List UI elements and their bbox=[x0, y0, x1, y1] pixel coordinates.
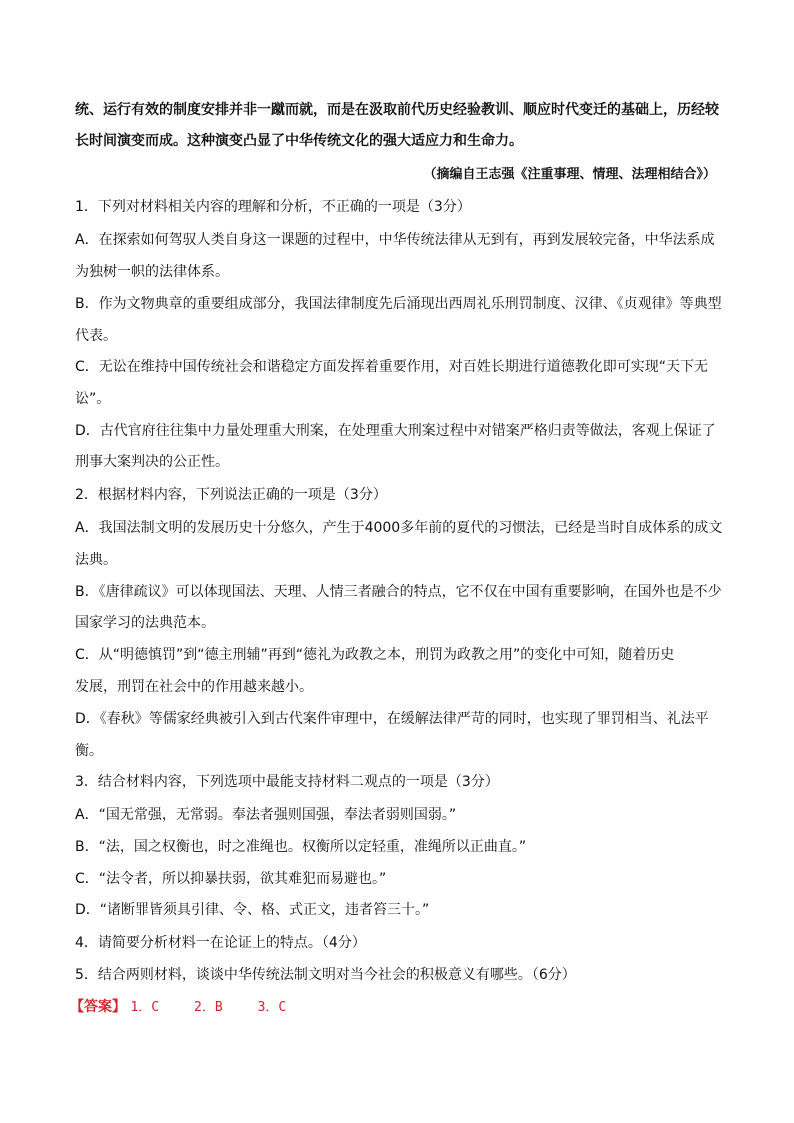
q1-option-a: A．在探索如何驾驭人类自身这一课题的过程中，中华传统法律从无到有，再到发展较完备，中华法系成 bbox=[75, 232, 715, 248]
question-2-stem: 2．根据材料内容，下列说法正确的一项是（3分） bbox=[75, 487, 387, 503]
q3-option-a: A．“国无常强，无常弱。奉法者强则国强，奉法者弱则国弱。” bbox=[75, 807, 457, 823]
answer-2: 2．B bbox=[194, 1000, 223, 1015]
answer-line bbox=[70, 997, 286, 1018]
q2-option-d: D．《春秋》等儒家经典被引入到古代案件审理中，在缓解法律严苛的同时，也实现了罪罚相当、礼法平 bbox=[75, 711, 709, 727]
q2-option-d-cont: 衡。 bbox=[75, 743, 103, 759]
passage-source: （摘编自王志强《注重事理、情理、法理相结合》） bbox=[423, 167, 716, 182]
q3-option-c: C．“法令者，所以抑暴扶弱，欲其难犯而易避也。” bbox=[75, 871, 387, 887]
q2-option-b-cont: 国家学习的法典范本。 bbox=[75, 615, 215, 631]
q2-option-c-cont: 发展，刑罚在社会中的作用越来越小。 bbox=[75, 679, 313, 695]
question-5-stem: 5．结合两则材料，谈谈中华传统法制文明对当今社会的积极意义有哪些。（6分） bbox=[75, 967, 576, 983]
passage-line: 统、运行有效的制度安排并非一蹴而就，而是在汲取前代历史经验教训、顺应时代变迁的基础上，历经较 bbox=[75, 102, 719, 118]
q1-option-d: D．古代官府往往集中力量处理重大刑案，在处理重大刑案过程中对错案严格归责等做法，客观上保证了 bbox=[75, 423, 716, 439]
answer-1: 1．C bbox=[130, 1000, 160, 1015]
q3-option-d: D．“诸断罪皆须具引律、令、格、式正文，违者笞三十。” bbox=[75, 902, 430, 918]
answer-3: 3．C bbox=[257, 1000, 287, 1015]
question-1-stem: 1．下列对材料相关内容的理解和分析，不正确的一项是（3分） bbox=[75, 199, 471, 215]
q1-option-b: B．作为文物典章的重要组成部分，我国法律制度先后涌现出西周礼乐刑罚制度、汉律、《贞观律》等典型 bbox=[75, 296, 722, 312]
q2-option-c: C．从“明德慎罚”到“德主刑辅”再到“德礼为政教之本，刑罚为政教之用”的变化中可知，随着历史 bbox=[75, 647, 675, 663]
q1-option-c-cont: 讼”。 bbox=[75, 391, 111, 407]
q3-option-b: B．“法，国之权衡也，时之准绳也。权衡所以定轻重，准绳所以正曲直。” bbox=[75, 839, 527, 855]
passage-line: 长时间演变而成。这种演变凸显了中华传统文化的强大适应力和生命力。 bbox=[75, 133, 523, 149]
question-3-stem: 3．结合材料内容，下列选项中最能支持材料二观点的一项是（3分） bbox=[75, 774, 499, 790]
q2-option-b: B．《唐律疏议》可以体现国法、天理、人情三者融合的特点，它不仅在中国有重要影响，在国外也是不少 bbox=[75, 584, 722, 600]
q1-option-c: C．无讼在维持中国传统社会和谐稳定方面发挥着重要作用，对百姓长期进行道德教化即可实现“天下无 bbox=[75, 359, 709, 375]
q1-option-d-cont: 刑事大案判决的公正性。 bbox=[75, 454, 229, 470]
q2-option-a-cont: 法典。 bbox=[75, 552, 117, 568]
answer-label: 【答案】 bbox=[70, 999, 126, 1015]
q1-option-a-cont: 为独树一帜的法律体系。 bbox=[75, 264, 229, 280]
question-4-stem: 4．请简要分析材料一在论证上的特点。（4分） bbox=[75, 935, 366, 951]
q1-option-b-cont: 代表。 bbox=[75, 328, 117, 344]
q2-option-a: A．我国法制文明的发展历史十分悠久，产生于4000多年前的夏代的习惯法，已经是当时自成体系的成文 bbox=[75, 520, 723, 536]
